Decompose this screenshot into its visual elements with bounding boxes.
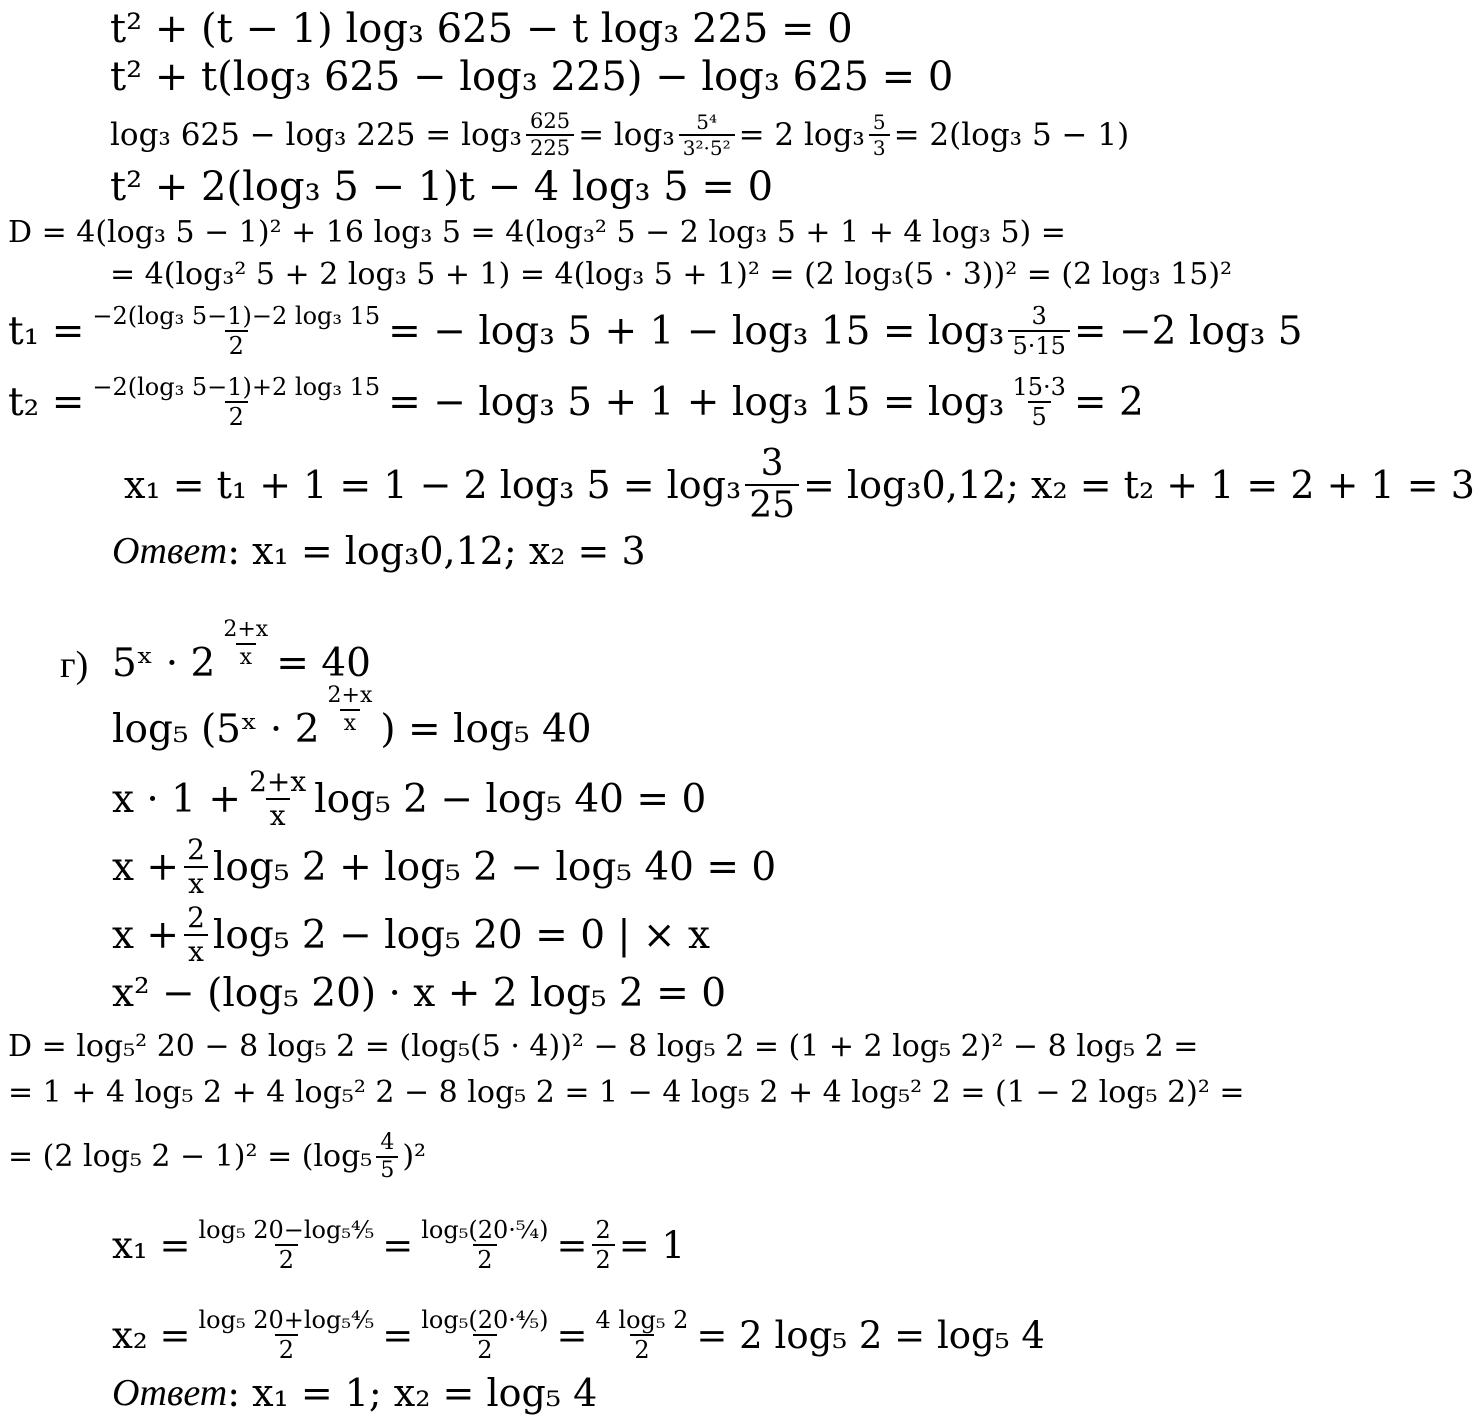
answer-text: : x₁ = log₃0,12; x₂ = 3 xyxy=(227,529,646,573)
fraction xyxy=(183,833,209,900)
denominator: x xyxy=(266,798,290,830)
equation-text: = 4(log₃² 5 + 2 log₃ 5 + 1) = 4(log₃ 5 + 1)² = (2 log₃(5 · 3))² = (2 log₃ 15)² xyxy=(110,257,1233,292)
numerator: −2(log₃ 5−1)−2 log₃ 15 xyxy=(92,302,381,330)
equation-text: D = log₅² 20 − 8 log₅ 2 = (log₅(5 · 4))² − 8 log₅ 2 = (1 + 2 log₅ 2)² − 8 log₅ 2 = xyxy=(8,1029,1199,1064)
numerator: 4 xyxy=(380,1130,395,1155)
discriminant-g-line-2 xyxy=(8,1058,1245,1128)
fraction xyxy=(194,1308,378,1362)
equation-text: x₁ = t₁ + 1 = 1 − 2 log₃ 5 = log₃ xyxy=(124,463,742,507)
root-x1-line xyxy=(112,1210,685,1280)
equation-text: x₂ = xyxy=(112,1313,191,1357)
denominator: x xyxy=(340,709,360,735)
exponent-fraction xyxy=(324,685,377,735)
denominator: 2 xyxy=(592,1244,615,1272)
numerator: log₅ 20+log₅⁴⁄₅ xyxy=(198,1306,375,1334)
numerator: 5⁴ xyxy=(696,110,718,134)
equation-text: = 2 xyxy=(1073,379,1144,425)
denominator: 3²·5² xyxy=(679,134,735,158)
equation-text: = (2 log₅ 2 − 1)² = (log₅ xyxy=(8,1139,373,1174)
numerator: 625 xyxy=(529,109,571,133)
part-g-line-4 xyxy=(112,832,776,902)
denominator: 2 xyxy=(225,401,248,429)
fraction xyxy=(417,1308,552,1362)
numerator: 15·3 xyxy=(1012,373,1066,401)
numerator: log₅ 20−log₅⁴⁄₅ xyxy=(198,1216,375,1244)
denominator: 2 xyxy=(275,1334,298,1362)
equation-text: x₁ = xyxy=(112,1223,191,1267)
discriminant-g-line-3 xyxy=(8,1122,426,1192)
denominator: 2 xyxy=(630,1334,653,1362)
part-g-line-2 xyxy=(112,683,592,764)
denominator: 5 xyxy=(1028,401,1051,429)
part-g-label xyxy=(60,630,88,700)
equation-text: = 1 xyxy=(618,1223,686,1267)
equation-text: x² − (log₅ 20) · x + 2 log₅ 2 = 0 xyxy=(112,970,727,1016)
numerator: 2+x xyxy=(223,617,269,642)
equation-text: t² + 2(log₃ 5 − 1)t − 4 log₃ 5 = 0 xyxy=(110,164,774,210)
numerator: log₅(20·⁴⁄₅) xyxy=(421,1306,549,1334)
equation-text: = 40 xyxy=(276,640,371,686)
numerator: log₅(20·⁵⁄₄) xyxy=(421,1216,549,1244)
denominator: 2 xyxy=(473,1244,496,1272)
numerator: 3 xyxy=(1031,302,1047,330)
equation-text: t₁ = xyxy=(8,308,85,354)
equation-text: log₅ 2 − log₅ 20 = 0 | × x xyxy=(212,912,711,958)
equation-text: = 1 + 4 log₅ 2 + 4 log₅² 2 − 8 log₅ 2 = 1 − 4 log₅ 2 + 4 log₅² 2 = (1 − 2 log₅ 2)² = xyxy=(8,1075,1245,1110)
equation-text: x + xyxy=(112,844,180,890)
numerator: 4 log₅ 2 xyxy=(595,1306,689,1334)
equation-text: log₅ (5ˣ · 2 xyxy=(112,706,320,752)
denominator: 3 xyxy=(869,134,890,158)
denominator: 25 xyxy=(745,484,799,524)
numerator: 2+x xyxy=(327,683,373,708)
fraction xyxy=(376,1132,398,1182)
equation-text: = 2 log₃ xyxy=(738,116,865,153)
answer-word: Ответ xyxy=(112,1372,228,1414)
part-g-line-3 xyxy=(112,764,706,834)
numerator: 3 xyxy=(760,443,784,484)
denominator: 2 xyxy=(275,1244,298,1272)
fraction xyxy=(1008,375,1069,429)
equation-text: x · 1 + xyxy=(112,776,242,822)
equation-text: = xyxy=(556,1313,588,1357)
equation-text: = log₃0,12; x₂ = t₂ + 1 = 2 + 1 = 3 xyxy=(803,463,1475,507)
equation-text: t² + t(log₃ 625 − log₃ 225) − log₃ 625 = 0 xyxy=(110,54,954,100)
numerator: 5 xyxy=(872,110,886,134)
equation-text: = log₃ xyxy=(578,116,675,153)
denominator: 225 xyxy=(526,134,574,159)
equation-text: = xyxy=(382,1313,414,1357)
equation-text: = 2(log₃ 5 − 1) xyxy=(893,116,1130,153)
denominator: 2 xyxy=(473,1334,496,1362)
numerator: 2 xyxy=(187,833,205,866)
equation-text: log₅ 2 + log₅ 2 − log₅ 40 = 0 xyxy=(212,844,777,890)
answer-text: : x₁ = 1; x₂ = log₅ 4 xyxy=(227,1371,598,1415)
fraction xyxy=(88,375,384,429)
denominator: 5·15 xyxy=(1008,330,1069,358)
denominator: 2 xyxy=(225,330,248,358)
root-t2-line xyxy=(8,367,1144,437)
numerator: 2 xyxy=(595,1216,611,1244)
answer-line-1 xyxy=(112,516,646,586)
equation-text: t₂ = xyxy=(8,379,85,425)
fraction xyxy=(183,901,209,968)
exponent-fraction xyxy=(219,619,272,669)
fraction xyxy=(745,443,799,526)
fraction xyxy=(245,765,310,832)
fraction xyxy=(869,112,890,158)
equation-text: log₃ 625 − log₃ 225 = log₃ xyxy=(110,116,522,153)
denominator: x xyxy=(184,866,208,898)
fraction xyxy=(88,304,384,358)
equation-text: x + xyxy=(112,912,180,958)
fraction xyxy=(592,1218,615,1272)
answer-word: Ответ xyxy=(112,530,228,572)
root-t1-line xyxy=(8,296,1303,366)
numerator: −2(log₃ 5−1)+2 log₃ 15 xyxy=(92,373,381,401)
equation-text: = − log₃ 5 + 1 + log₃ 15 = log₃ xyxy=(388,379,1005,425)
equation-text: = − log₃ 5 + 1 − log₃ 15 = log₃ xyxy=(388,308,1005,354)
equation-text: = −2 log₃ 5 xyxy=(1073,308,1303,354)
equation-text: )² xyxy=(402,1139,427,1174)
part-label: г) xyxy=(60,644,89,686)
fraction xyxy=(1008,304,1069,358)
equation-text: D = 4(log₃ 5 − 1)² + 16 log₃ 5 = 4(log₃² 5 − 2 log₃ 5 + 1 + 4 log₃ 5) = xyxy=(8,215,1066,250)
equation-text: = 2 log₅ 2 = log₅ 4 xyxy=(696,1313,1045,1357)
answer-line-2 xyxy=(112,1358,597,1428)
fraction xyxy=(592,1308,693,1362)
equation-text: t² + (t − 1) log₃ 625 − t log₃ 225 = 0 xyxy=(110,6,853,52)
denominator: x xyxy=(236,643,256,669)
x-roots-line xyxy=(124,443,1475,526)
fraction xyxy=(194,1218,378,1272)
equation-text: ) = log₅ 40 xyxy=(380,706,592,752)
equation-text: = xyxy=(556,1223,588,1267)
equation-text: 5ˣ · 2 xyxy=(112,640,216,686)
numerator: 2 xyxy=(187,901,205,934)
numerator: 2+x xyxy=(249,765,307,798)
equation-text: log₅ 2 − log₅ 40 = 0 xyxy=(314,776,707,822)
denominator: x xyxy=(184,934,208,966)
fraction xyxy=(417,1218,552,1272)
equation-text: = xyxy=(382,1223,414,1267)
denominator: 5 xyxy=(376,1156,398,1182)
